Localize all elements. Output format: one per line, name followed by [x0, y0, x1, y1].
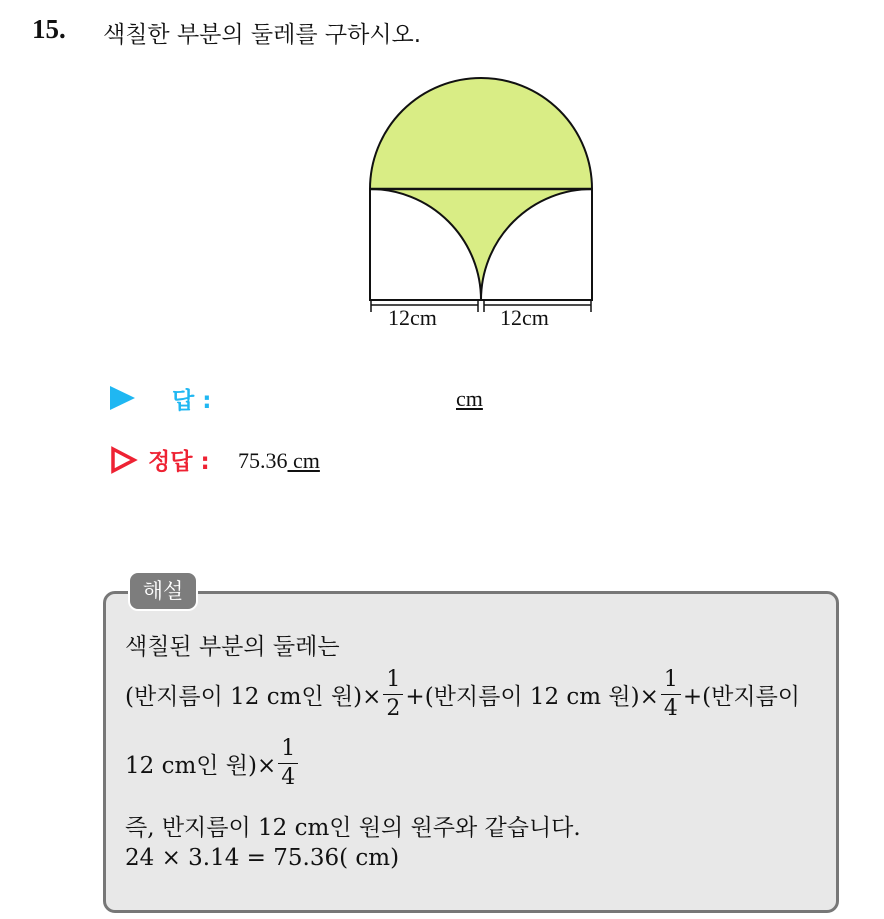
fraction-denominator: 4: [281, 765, 296, 790]
fraction-one-quarter: [661, 669, 681, 720]
solution-line-3-part1: 12 cm인 원)×: [125, 753, 277, 779]
question-text: 색칠한 부분의 둘레를 구하시오.: [103, 22, 422, 48]
solution-line-2-part3: +(반지름이: [682, 684, 801, 710]
fraction-one-half: [383, 669, 403, 720]
fraction-numerator: 1: [278, 738, 298, 764]
solution-line-2-part1: (반지름이 12 cm인 원)×: [125, 684, 382, 710]
solution-line-4: 즉, 반지름이 12 cm인 원의 원주와 같습니다.: [125, 815, 581, 841]
correct-answer-label: 정답 :: [148, 449, 210, 475]
play-triangle-icon: [110, 386, 135, 410]
correct-value-number: 75.36: [238, 448, 288, 473]
correct-value-unit: [288, 448, 320, 473]
dimension-label-right: 12cm: [500, 305, 549, 330]
solution-line-5: 24 × 3.14 = 75.36( cm): [125, 845, 400, 871]
solution-line-1: 색칠된 부분의 둘레는: [125, 634, 340, 660]
solution-line-2: [125, 669, 800, 720]
outline-triangle-icon: [110, 446, 138, 474]
fraction-numerator: 1: [383, 669, 403, 695]
fraction-denominator: 2: [386, 696, 401, 721]
fraction-one-quarter-2: [278, 738, 298, 789]
correct-answer-value: [238, 448, 320, 474]
solution-tag: 해설: [128, 571, 198, 611]
shaded-cusp-region: [370, 189, 592, 300]
dimension-label-left: 12cm: [388, 305, 437, 330]
fraction-denominator: 4: [663, 696, 678, 721]
correct-unit-text: cm: [293, 448, 320, 473]
fraction-numerator: 1: [661, 669, 681, 695]
solution-line-2-part2: +(반지름이 12 cm 원)×: [405, 684, 659, 710]
answer-unit: cm: [456, 386, 483, 411]
shaded-semicircle: [370, 78, 592, 189]
question-number: 15.: [32, 14, 66, 44]
solution-line-3: [125, 738, 300, 789]
answer-label: 답 :: [172, 388, 212, 414]
